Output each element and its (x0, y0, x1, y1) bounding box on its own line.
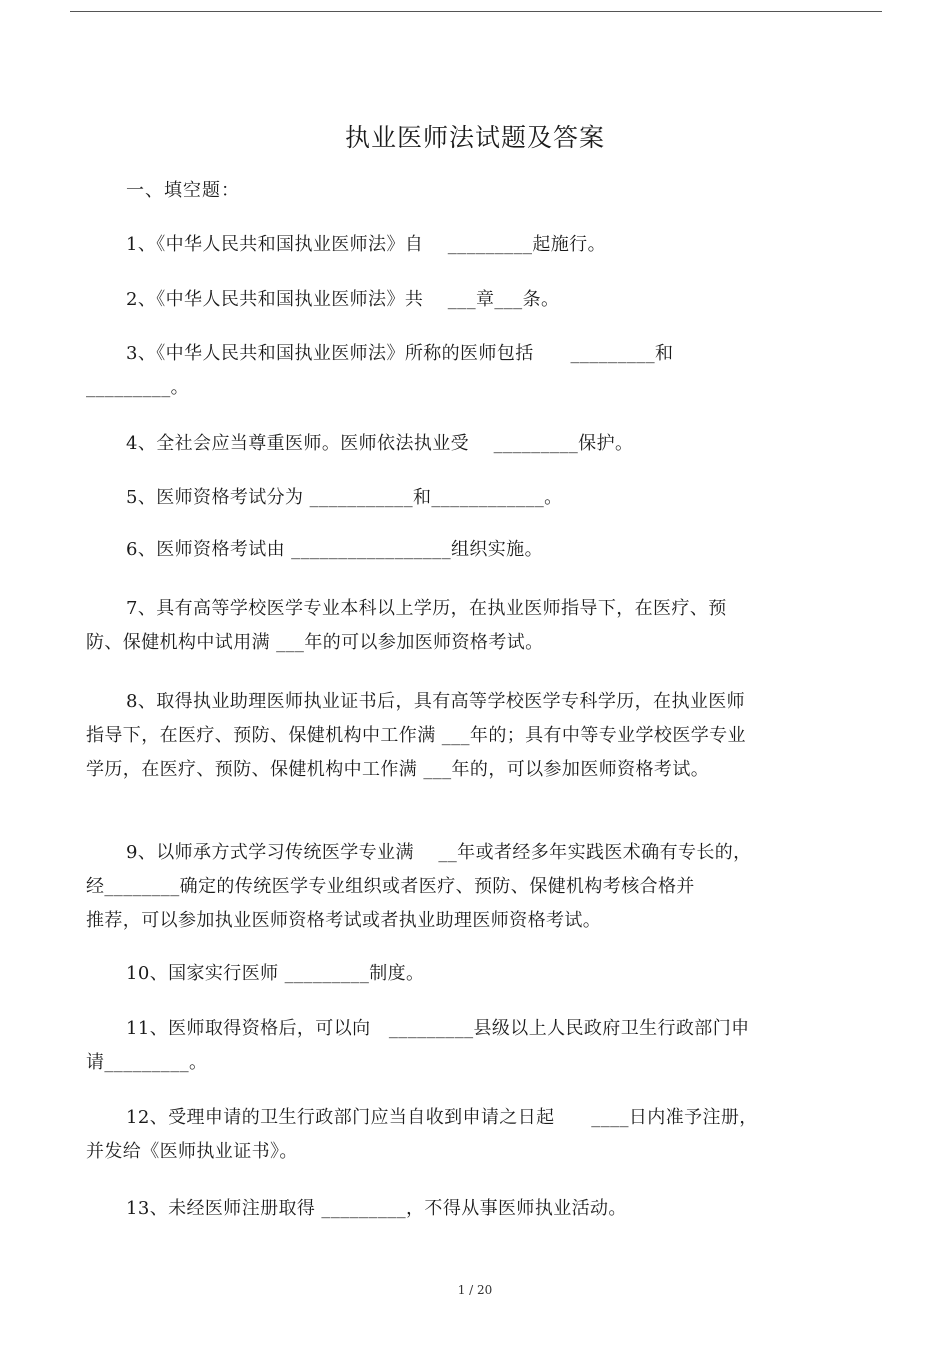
question-4 (86, 427, 846, 461)
section-heading: 一、填空题： (126, 180, 240, 201)
question-line: 3、《中华人民共和国执业医师法》所称的医师包括 _________和 (126, 343, 674, 364)
question-line: 学历，在医疗、预防、保健机构中工作满 ___年的，可以参加医师资格考试。 (86, 759, 710, 781)
header-rule (70, 11, 882, 12)
question-13 (86, 1192, 846, 1226)
question-line: 11、医师取得资格后，可以向 _________县级以上人民政府卫生行政部门申 (126, 1018, 750, 1039)
question-line: 7、具有高等学校医学专业本科以上学历，在执业医师指导下，在医疗、预 (126, 598, 727, 619)
question-line: 10、国家实行医师 _________制度。 (126, 963, 425, 984)
question-10 (86, 957, 846, 991)
question-line: 13、未经医师注册取得 _________，不得从事医师执业活动。 (126, 1198, 627, 1219)
question-line: 2、《中华人民共和国执业医师法》共 ___章___条。 (126, 289, 560, 310)
question-line: 指导下，在医疗、预防、保健机构中工作满 ___年的；具有中等专业学校医学专业 (86, 725, 746, 747)
question-2 (86, 283, 846, 317)
question-line: 4、全社会应当尊重医师。医师依法执业受 _________保护。 (126, 433, 634, 454)
question-line: 防、保健机构中试用满 ___年的可以参加医师资格考试。 (86, 632, 544, 654)
question-8 (86, 685, 846, 788)
question-line: 请_________。 (86, 1052, 208, 1074)
question-11 (86, 1012, 846, 1080)
question-1 (86, 228, 846, 262)
question-line: 并发给《医师执业证书》。 (86, 1141, 298, 1163)
question-line: 5、医师资格考试分为 ___________和____________。 (126, 487, 563, 508)
question-line: 6、医师资格考试由 _________________组织实施。 (126, 539, 543, 560)
question-5 (86, 481, 846, 515)
question-9 (86, 836, 846, 939)
question-line: 经________确定的传统医学专业组织或者医疗、预防、保健机构考核合格并 (86, 876, 695, 898)
question-6 (86, 533, 846, 567)
question-7 (86, 592, 846, 660)
question-line: 1、《中华人民共和国执业医师法》自 _________起施行。 (126, 234, 606, 255)
page-title: 执业医师法试题及答案 (344, 123, 605, 152)
question-line: 8、取得执业助理医师执业证书后，具有高等学校医学专科学历，在执业医师 (126, 691, 746, 712)
question-line: 推荐，可以参加执业医师资格考试或者执业助理医师资格考试。 (86, 910, 602, 932)
question-line: 9、以师承方式学习传统医学专业满 __年或者经多年实践医术确有专长的， (126, 842, 752, 863)
question-12 (86, 1101, 846, 1169)
question-line: _________。 (86, 377, 189, 399)
question-line: 12、受理申请的卫生行政部门应当自收到申请之日起 ____日内准予注册， (126, 1107, 758, 1128)
page-number: 1 / 20 (457, 1283, 493, 1297)
question-3 (86, 337, 846, 405)
